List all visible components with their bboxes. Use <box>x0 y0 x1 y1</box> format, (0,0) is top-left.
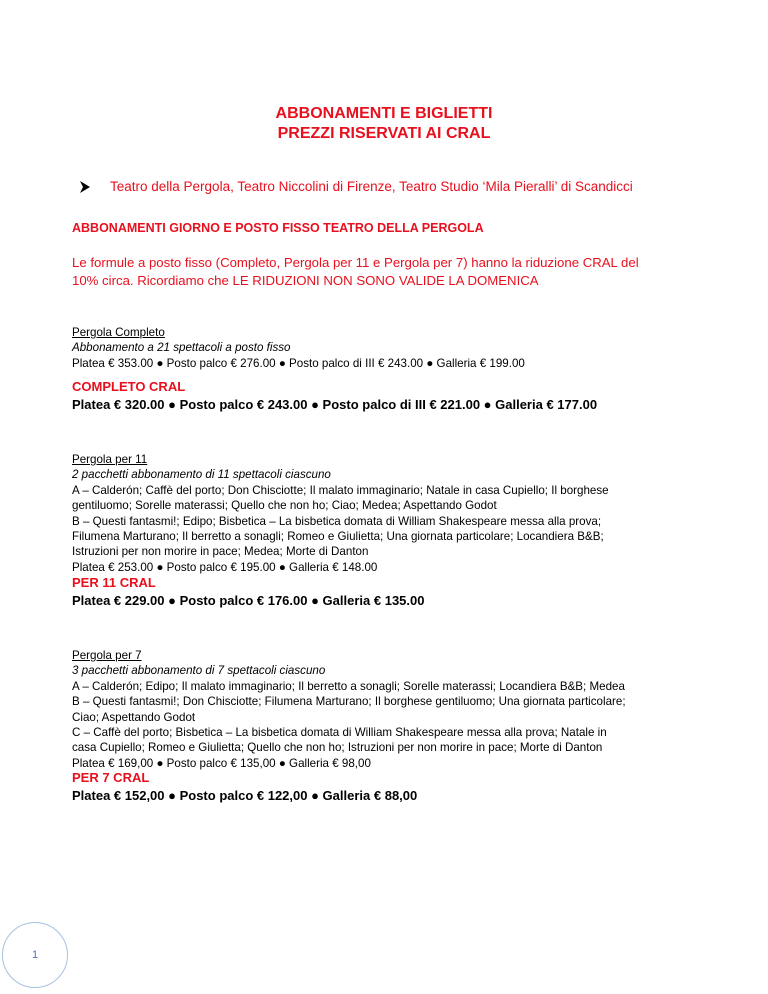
intro-paragraph <box>72 254 698 289</box>
page-number-badge <box>2 922 68 988</box>
cral-title: PER 7 CRAL <box>72 770 150 785</box>
package-line: gentiluomo; Sorelle materassi; Quello che non ho; Ciao; Medea; Aspettando Godot <box>72 499 497 513</box>
package-name: Pergola per 7 <box>72 649 142 662</box>
package-line: A – Calderón; Edipo; Il malato immaginario; Il berretto a sonagli; Sorelle materassi; Locandiera B&B; Medea <box>72 679 625 693</box>
cral-completo <box>72 378 698 414</box>
package-pergola-per-7 <box>72 648 698 771</box>
package-pergola-per-11 <box>72 452 698 575</box>
venue-bullet <box>78 177 758 199</box>
cral-prices: Platea € 229.00 ● Posto palco € 176.00 ● Galleria € 135.00 <box>72 593 425 608</box>
package-name: Pergola Completo <box>72 326 165 339</box>
package-line: Filumena Marturano; Il berretto a sonagli; Romeo e Giulietta; Una giornata particolare; Locandiera B&B; <box>72 530 604 544</box>
intro-line: Le formule a posto fisso (Completo, Pergola per 11 e Pergola per 7) hanno la riduzione CRAL del <box>72 255 639 270</box>
cral-prices: Platea € 320.00 ● Posto palco € 243.00 ● Posto palco di III € 221.00 ● Galleria € 177.00 <box>72 397 598 412</box>
cral-title: PER 11 CRAL <box>72 575 156 590</box>
package-line: A – Calderón; Caffè del porto; Don Chisciotte; Il malato immaginario; Natale in casa Cupiello; Il borghese <box>72 483 609 497</box>
document-title-line1: ABBONAMENTI E BIGLIETTI <box>275 105 493 122</box>
package-line: Ciao; Aspettando Godot <box>72 710 196 724</box>
package-subtitle: 3 pacchetti abbonamento di 7 spettacoli ciascuno <box>72 664 326 678</box>
cral-prices: Platea € 152,00 ● Posto palco € 122,00 ● Galleria € 88,00 <box>72 788 418 803</box>
page-number: 1 <box>31 949 39 961</box>
section-heading: ABBONAMENTI GIORNO E POSTO FISSO TEATRO DELLA PERGOLA <box>72 221 484 235</box>
venue-list-text: Teatro della Pergola, Teatro Niccolini di Firenze, Teatro Studio ‘Mila Pieralli’ di Scandicci <box>110 179 633 194</box>
cral-per-7 <box>72 769 698 805</box>
cral-title: COMPLETO CRAL <box>72 379 186 394</box>
package-line: B – Questi fantasmi!; Edipo; Bisbetica – La bisbetica domata di William Shakespeare messa alla prova; <box>72 514 602 528</box>
package-line: Istruzioni per non morire in pace; Medea; Morte di Danton <box>72 545 369 559</box>
package-line: B – Questi fantasmi!; Don Chisciotte; Filumena Marturano; Il borghese gentiluomo; Una giornata particolare; <box>72 695 626 709</box>
package-name: Pergola per 11 <box>72 453 148 466</box>
document-title-line2: PREZZI RISERVATI AI CRAL <box>277 125 491 142</box>
intro-line: 10% circa. Ricordiamo che LE RIDUZIONI NON SONO VALIDE LA DOMENICA <box>72 272 539 288</box>
package-prices: Platea € 253.00 ● Posto palco € 195.00 ● Galleria € 148.00 <box>72 560 378 574</box>
package-subtitle: 2 pacchetti abbonamento di 11 spettacoli ciascuno <box>72 468 331 482</box>
arrow-bullet-icon <box>78 180 92 194</box>
cral-per-11 <box>72 574 698 610</box>
package-prices: Platea € 169,00 ● Posto palco € 135,00 ● Galleria € 98,00 <box>72 756 371 770</box>
package-pergola-completo <box>72 325 698 371</box>
package-subtitle: Abbonamento a 21 spettacoli a posto fisso <box>72 341 291 355</box>
package-prices: Platea € 353.00 ● Posto palco € 276.00 ● Posto palco di III € 243.00 ● Galleria € 199.00 <box>72 356 525 370</box>
package-line: casa Cupiello; Romeo e Giulietta; Quello che non ho; Istruzioni per non morire in pace; Morte di Danton <box>72 741 603 755</box>
package-line: C – Caffè del porto; Bisbetica – La bisbetica domata di William Shakespeare messa alla prova; Natale in <box>72 726 607 740</box>
